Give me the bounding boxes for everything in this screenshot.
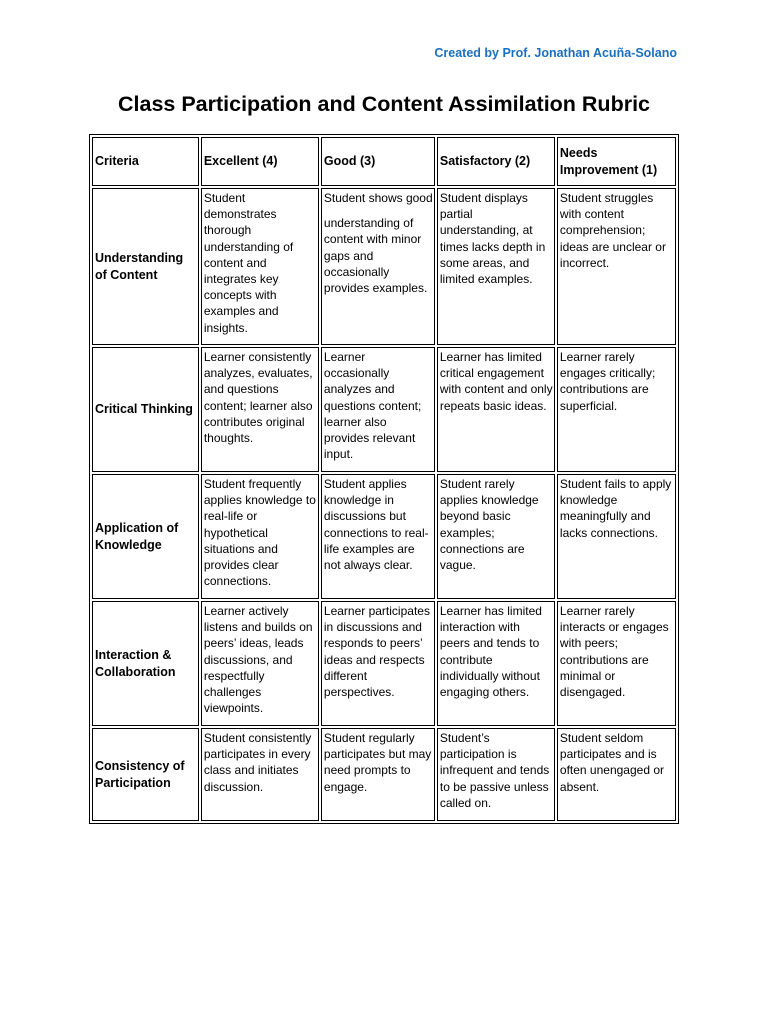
criteria-cell: Critical Thinking xyxy=(92,347,199,472)
header-row xyxy=(92,137,676,186)
header-satisfactory: Satisfactory (2) xyxy=(437,137,555,186)
good-cell-line-2: understanding of content with minor gaps and occasionally provides examples. xyxy=(323,216,428,296)
header-criteria: Criteria xyxy=(92,137,199,186)
header-excellent: Excellent (4) xyxy=(201,137,319,186)
needs-improvement-cell: Student struggles with content comprehension; ideas are unclear or incorrect. xyxy=(557,188,676,345)
criteria-cell: Application of Knowledge xyxy=(92,474,199,599)
table-row xyxy=(92,347,676,472)
excellent-cell: Student consistently participates in every class and initiates discussion. xyxy=(201,728,319,821)
table-row xyxy=(92,728,676,821)
good-cell: Student applies knowledge in discussions but connections to real-life examples are not always clear. xyxy=(321,474,435,599)
good-cell: Learner occasionally analyzes and questions content; learner also provides relevant input. xyxy=(321,347,435,472)
criteria-cell: Understanding of Content xyxy=(92,188,199,345)
table-row xyxy=(92,474,676,599)
good-cell-line-1: Student shows good xyxy=(323,191,433,205)
satisfactory-cell: Learner has limited interaction with peers and tends to contribute individually without engaging others. xyxy=(437,601,555,726)
good-cell: Student regularly participates but may need prompts to engage. xyxy=(321,728,435,821)
author-credit: Created by Prof. Jonathan Acuña-Solano xyxy=(434,46,677,60)
excellent-cell: Learner actively listens and builds on peers’ ideas, leads discussions, and respectfully challenges viewpoints. xyxy=(201,601,319,726)
satisfactory-cell: Student displays partial understanding, at times lacks depth in some areas, and limited examples. xyxy=(437,188,555,345)
page-title: Class Participation and Content Assimilation Rubric xyxy=(117,92,650,116)
rubric-table xyxy=(89,134,679,824)
criteria-cell: Interaction & Collaboration xyxy=(92,601,199,726)
criteria-cell: Consistency of Participation xyxy=(92,728,199,821)
good-cell: Learner participates in discussions and responds to peers’ ideas and respects different perspectives. xyxy=(321,601,435,726)
needs-improvement-cell: Student seldom participates and is often unengaged or absent. xyxy=(557,728,676,821)
table-row xyxy=(92,188,676,345)
needs-improvement-cell: Student fails to apply knowledge meaningfully and lacks connections. xyxy=(557,474,676,599)
needs-improvement-cell: Learner rarely interacts or engages with peers; contributions are minimal or disengaged. xyxy=(557,601,676,726)
header-good: Good (3) xyxy=(321,137,435,186)
excellent-cell: Student demonstrates thorough understanding of content and integrates key concepts with examples and insights. xyxy=(201,188,319,345)
satisfactory-cell: Student’s participation is infrequent and tends to be passive unless called on. xyxy=(437,728,555,821)
needs-improvement-cell: Learner rarely engages critically; contributions are superficial. xyxy=(557,347,676,472)
satisfactory-cell: Learner has limited critical engagement with content and only repeats basic ideas. xyxy=(437,347,555,472)
excellent-cell: Learner consistently analyzes, evaluates, and questions content; learner also contributes original thoughts. xyxy=(201,347,319,472)
table-row xyxy=(92,601,676,726)
satisfactory-cell: Student rarely applies knowledge beyond basic examples; connections are vague. xyxy=(437,474,555,599)
good-cell xyxy=(321,188,435,345)
header-needs-improvement: Needs Improvement (1) xyxy=(557,137,676,186)
excellent-cell: Student frequently applies knowledge to real-life or hypothetical situations and provides clear connections. xyxy=(201,474,319,599)
